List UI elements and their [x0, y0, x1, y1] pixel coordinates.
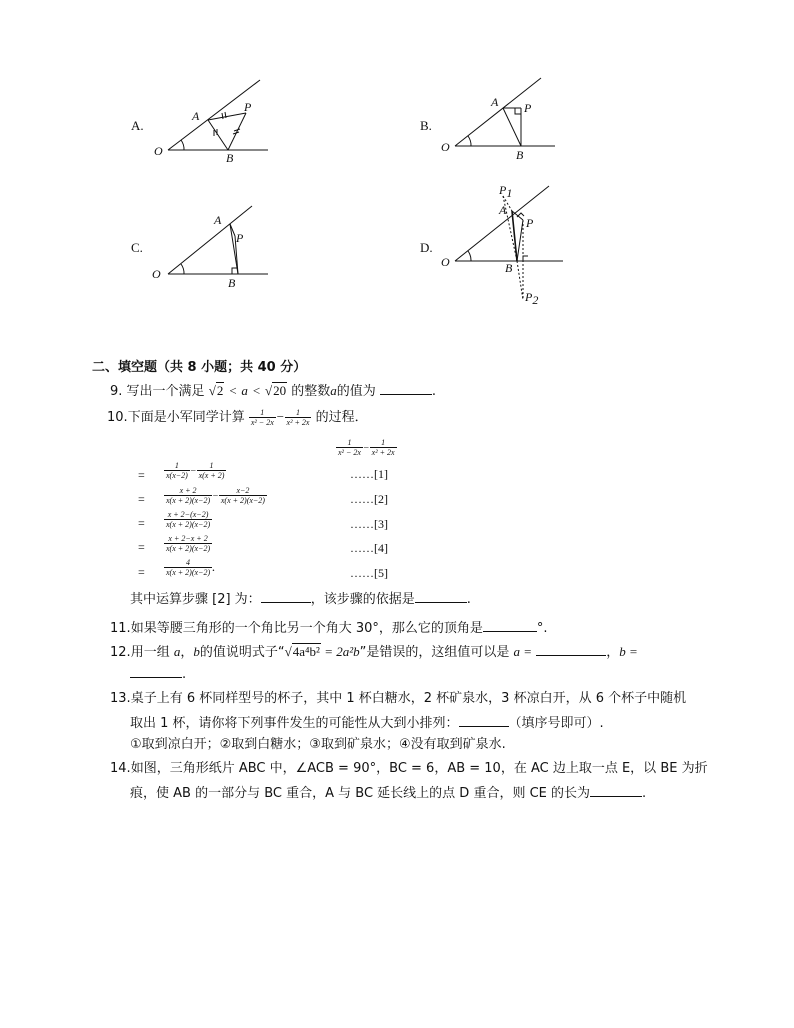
question-13-line-3: ①取到凉白开；②取到白糖水；③取到矿泉水；④没有取到矿泉水. — [130, 737, 506, 752]
label-o: O — [154, 144, 163, 158]
step-3-tag: ……[3] — [350, 517, 388, 531]
label-a: A — [491, 95, 499, 109]
step-4-tag: ……[4] — [350, 541, 388, 555]
answer-blank[interactable] — [483, 618, 537, 632]
option-a-label: A. — [131, 118, 144, 133]
label-b: B — [505, 261, 513, 275]
option-b-label: B. — [420, 118, 432, 133]
label-a: A — [499, 203, 507, 217]
question-10: 10.下面是小军同学计算 $\frac{1}{\text{x² − 2x}}$ − $\frac{1}{\text{x² + 2x}}$ 的过程． — [107, 408, 368, 427]
option-c-label: C. — [131, 240, 143, 255]
question-11: 11.如果等腰三角形的一个角比另一个角大 30°，那么它的顶角是 °. — [110, 618, 548, 638]
question-12: 12.用一组 a，b的值说明式子“√4a⁴b² = 2a²b”是错误的，这组值可以是 a = ，b = — [110, 644, 638, 660]
figure-d — [437, 180, 572, 308]
label-p: P — [524, 101, 532, 115]
label-b: B — [228, 276, 236, 290]
step-2-tag: ……[2] — [350, 492, 388, 506]
option-d-label: D. — [420, 240, 433, 255]
q10-answer-line: 其中运算步骤 [2] 为： ，该步骤的依据是 . — [130, 589, 471, 609]
label-p2: P2 — [525, 290, 539, 307]
figure-a — [150, 75, 280, 170]
step-5: $\frac{4}{x(x + 2)(x-2)}$ . — [166, 558, 216, 577]
label-b: B — [226, 151, 234, 165]
label-o: O — [441, 255, 450, 269]
answer-blank[interactable] — [380, 381, 432, 395]
figure-b — [437, 75, 567, 170]
question-9: 9. 写出一个满足 √2 < a < √20 的整数a的值为 . — [110, 383, 437, 399]
step-3: $\frac{x + 2-(x-2)}{x(x + 2)(x-2)}$ — [166, 510, 211, 529]
equals-sign: = — [138, 540, 145, 554]
section-title: 二、填空题（共 8 小题；共 40 分） — [92, 360, 307, 375]
question-12-cont: . — [130, 664, 186, 684]
question-13-line-2: 取出 1 杯，请你将下列事件发生的可能性从大到小排列： （填序号即可）. — [130, 713, 604, 733]
answer-blank[interactable] — [130, 664, 182, 678]
step-2: $\frac{x + 2}{x(x + 2)(x-2)}$ − $\frac{x-2}{x(x + 2)(x-2)}$ — [166, 486, 265, 505]
equals-sign: = — [138, 516, 145, 530]
step-1-tag: ……[1] — [350, 467, 388, 481]
label-p1: P1 — [499, 183, 513, 200]
label-a: A — [214, 213, 222, 227]
question-14-line-2: 痕，使 AB 的一部分与 BC 重合，A 与 BC 延长线上的点 D 重合，则 CE 的长为 . — [130, 783, 646, 803]
step-5-tag: ……[5] — [350, 566, 388, 580]
step-4: $\frac{x + 2-x + 2}{x(x + 2)(x-2)}$ — [166, 534, 211, 553]
question-14-line-1: 14.如图，三角形纸片 ABC 中，∠ACB = 90°，BC = 6，AB = 10，在 AC 边上取一点 E，以 BE 为折 — [110, 761, 708, 776]
label-p: P — [526, 216, 534, 230]
label-o: O — [441, 140, 450, 154]
label-b: B — [516, 148, 524, 162]
answer-blank[interactable] — [590, 783, 642, 797]
q10-expression: $\frac{1}{\text{x² − 2x}}$ − $\frac{1}{\text{x² + 2x}}$ — [338, 438, 395, 457]
figure-c — [150, 196, 280, 291]
equals-sign: = — [138, 492, 145, 506]
label-p: P — [236, 231, 244, 245]
answer-blank[interactable] — [415, 589, 467, 603]
answer-blank[interactable] — [459, 713, 509, 727]
question-13-line-1: 13.桌子上有 6 杯同样型号的杯子，其中 1 杯白糖水，2 杯矿泉水，3 杯凉白开，从 6 个杯子中随机 — [110, 691, 687, 706]
label-a: A — [192, 109, 200, 123]
equals-sign: = — [138, 565, 145, 579]
answer-blank[interactable] — [261, 589, 311, 603]
label-o: O — [152, 267, 161, 281]
equals-sign: = — [138, 468, 145, 482]
answer-blank[interactable] — [536, 642, 606, 656]
label-p: P — [244, 100, 252, 114]
step-1: $\frac{1}{x(x-2)}$ − $\frac{1}{x(x + 2)}$ — [166, 461, 225, 480]
